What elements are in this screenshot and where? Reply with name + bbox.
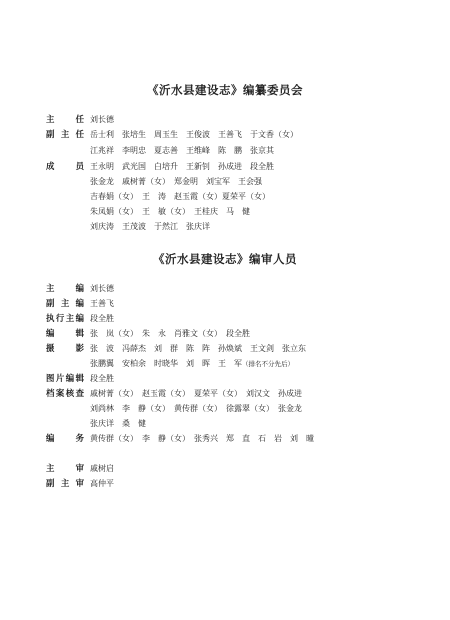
committee-row-vice-chair [46, 128, 298, 141]
committee-title: 《沂水县建设志》编纂委员会 [147, 83, 303, 97]
names: 王善飞 [90, 299, 114, 308]
names: 戚树启 [90, 464, 114, 473]
editors-row-affairs [46, 432, 314, 445]
editors-title: 《沂水县建设志》编审人员 [153, 252, 297, 266]
names: 黄传群（女） 李 静（女） 张秀兴 郑 直 石 岩 刘 曈 [90, 434, 314, 443]
role-label: 主 编 [46, 283, 84, 293]
names: 戚树菁（女） 赵玉霞（女） 夏荣平（女） 刘汉文 孙成进 [90, 389, 302, 398]
names: 高仲平 [90, 479, 114, 488]
names-continued: 张庆详 桑 健 [90, 419, 146, 428]
editors-row-executive-editor [46, 312, 114, 325]
names: 张 岚（女） 朱 永 肖雅文（女） 段全胜 [90, 329, 250, 338]
names-continued: 张鹏翼 安柏余 时晓华 刘 晖 王 军（排名不分先后） [90, 359, 294, 368]
names: 段全胜 [90, 374, 114, 383]
editors-row-deputy-editor [46, 297, 114, 310]
editors-row-editing [46, 327, 250, 340]
role-label: 副 主 审 [46, 478, 84, 488]
role-label: 主 任 [46, 114, 84, 124]
names: 岳士利 张培生 周玉生 王俊波 王善飞 于文香（女） [90, 130, 298, 139]
committee-row-chair [46, 113, 114, 126]
role-label: 摄 影 [46, 343, 84, 353]
role-label: 主 审 [46, 463, 84, 473]
editors-row-chief-editor [46, 282, 114, 295]
role-label: 执 行 主 编 [46, 313, 84, 323]
role-label: 档 案 核 查 [46, 388, 84, 398]
role-label: 编 务 [46, 433, 84, 443]
names: 刘长德 [90, 284, 114, 293]
review-row-chief-reviewer [46, 462, 114, 475]
names: 张 波 冯薛杰 刘 群 陈 阵 孙焕斌 王文剑 张立东 [90, 344, 306, 353]
editors-row-photography [46, 342, 306, 355]
names-continued: 吉春娟（女） 王 涛 赵玉霞（女）夏荣平（女） [90, 192, 270, 201]
role-label: 副 主 任 [46, 129, 84, 139]
role-label: 编 辑 [46, 328, 84, 338]
review-row-deputy-reviewer [46, 477, 114, 490]
editors-row-photo-editing [46, 372, 114, 385]
names: 段全胜 [90, 314, 114, 323]
ordering-note: （排名不分先后） [242, 360, 294, 368]
names-continued: 江兆祥 李明忠 夏志善 王维峰 陈 鹏 张京其 [90, 146, 274, 155]
role-label: 图 片 编 辑 [46, 373, 84, 383]
role-label: 成 员 [46, 161, 84, 171]
committee-row-members [46, 160, 274, 173]
editors-row-archive-check [46, 387, 302, 400]
names: 王永明 武光国 白培升 王新钊 孙成进 段全胜 [90, 162, 274, 171]
role-label: 副 主 编 [46, 298, 84, 308]
names-continued: 朱凤娟（女） 王 敏（女） 王桂庆 马 健 [90, 207, 250, 216]
names: 刘长德 [90, 115, 114, 124]
names-continued: 刘尚林 李 静（女） 黄传群（女） 徐露翠（女） 张金龙 [90, 404, 302, 413]
names-continued: 刘庆涛 王茂波 于然江 张庆详 [90, 222, 210, 231]
names-continued: 张金龙 戚树菁（女） 郑金明 刘宝军 王会强 [90, 177, 262, 186]
